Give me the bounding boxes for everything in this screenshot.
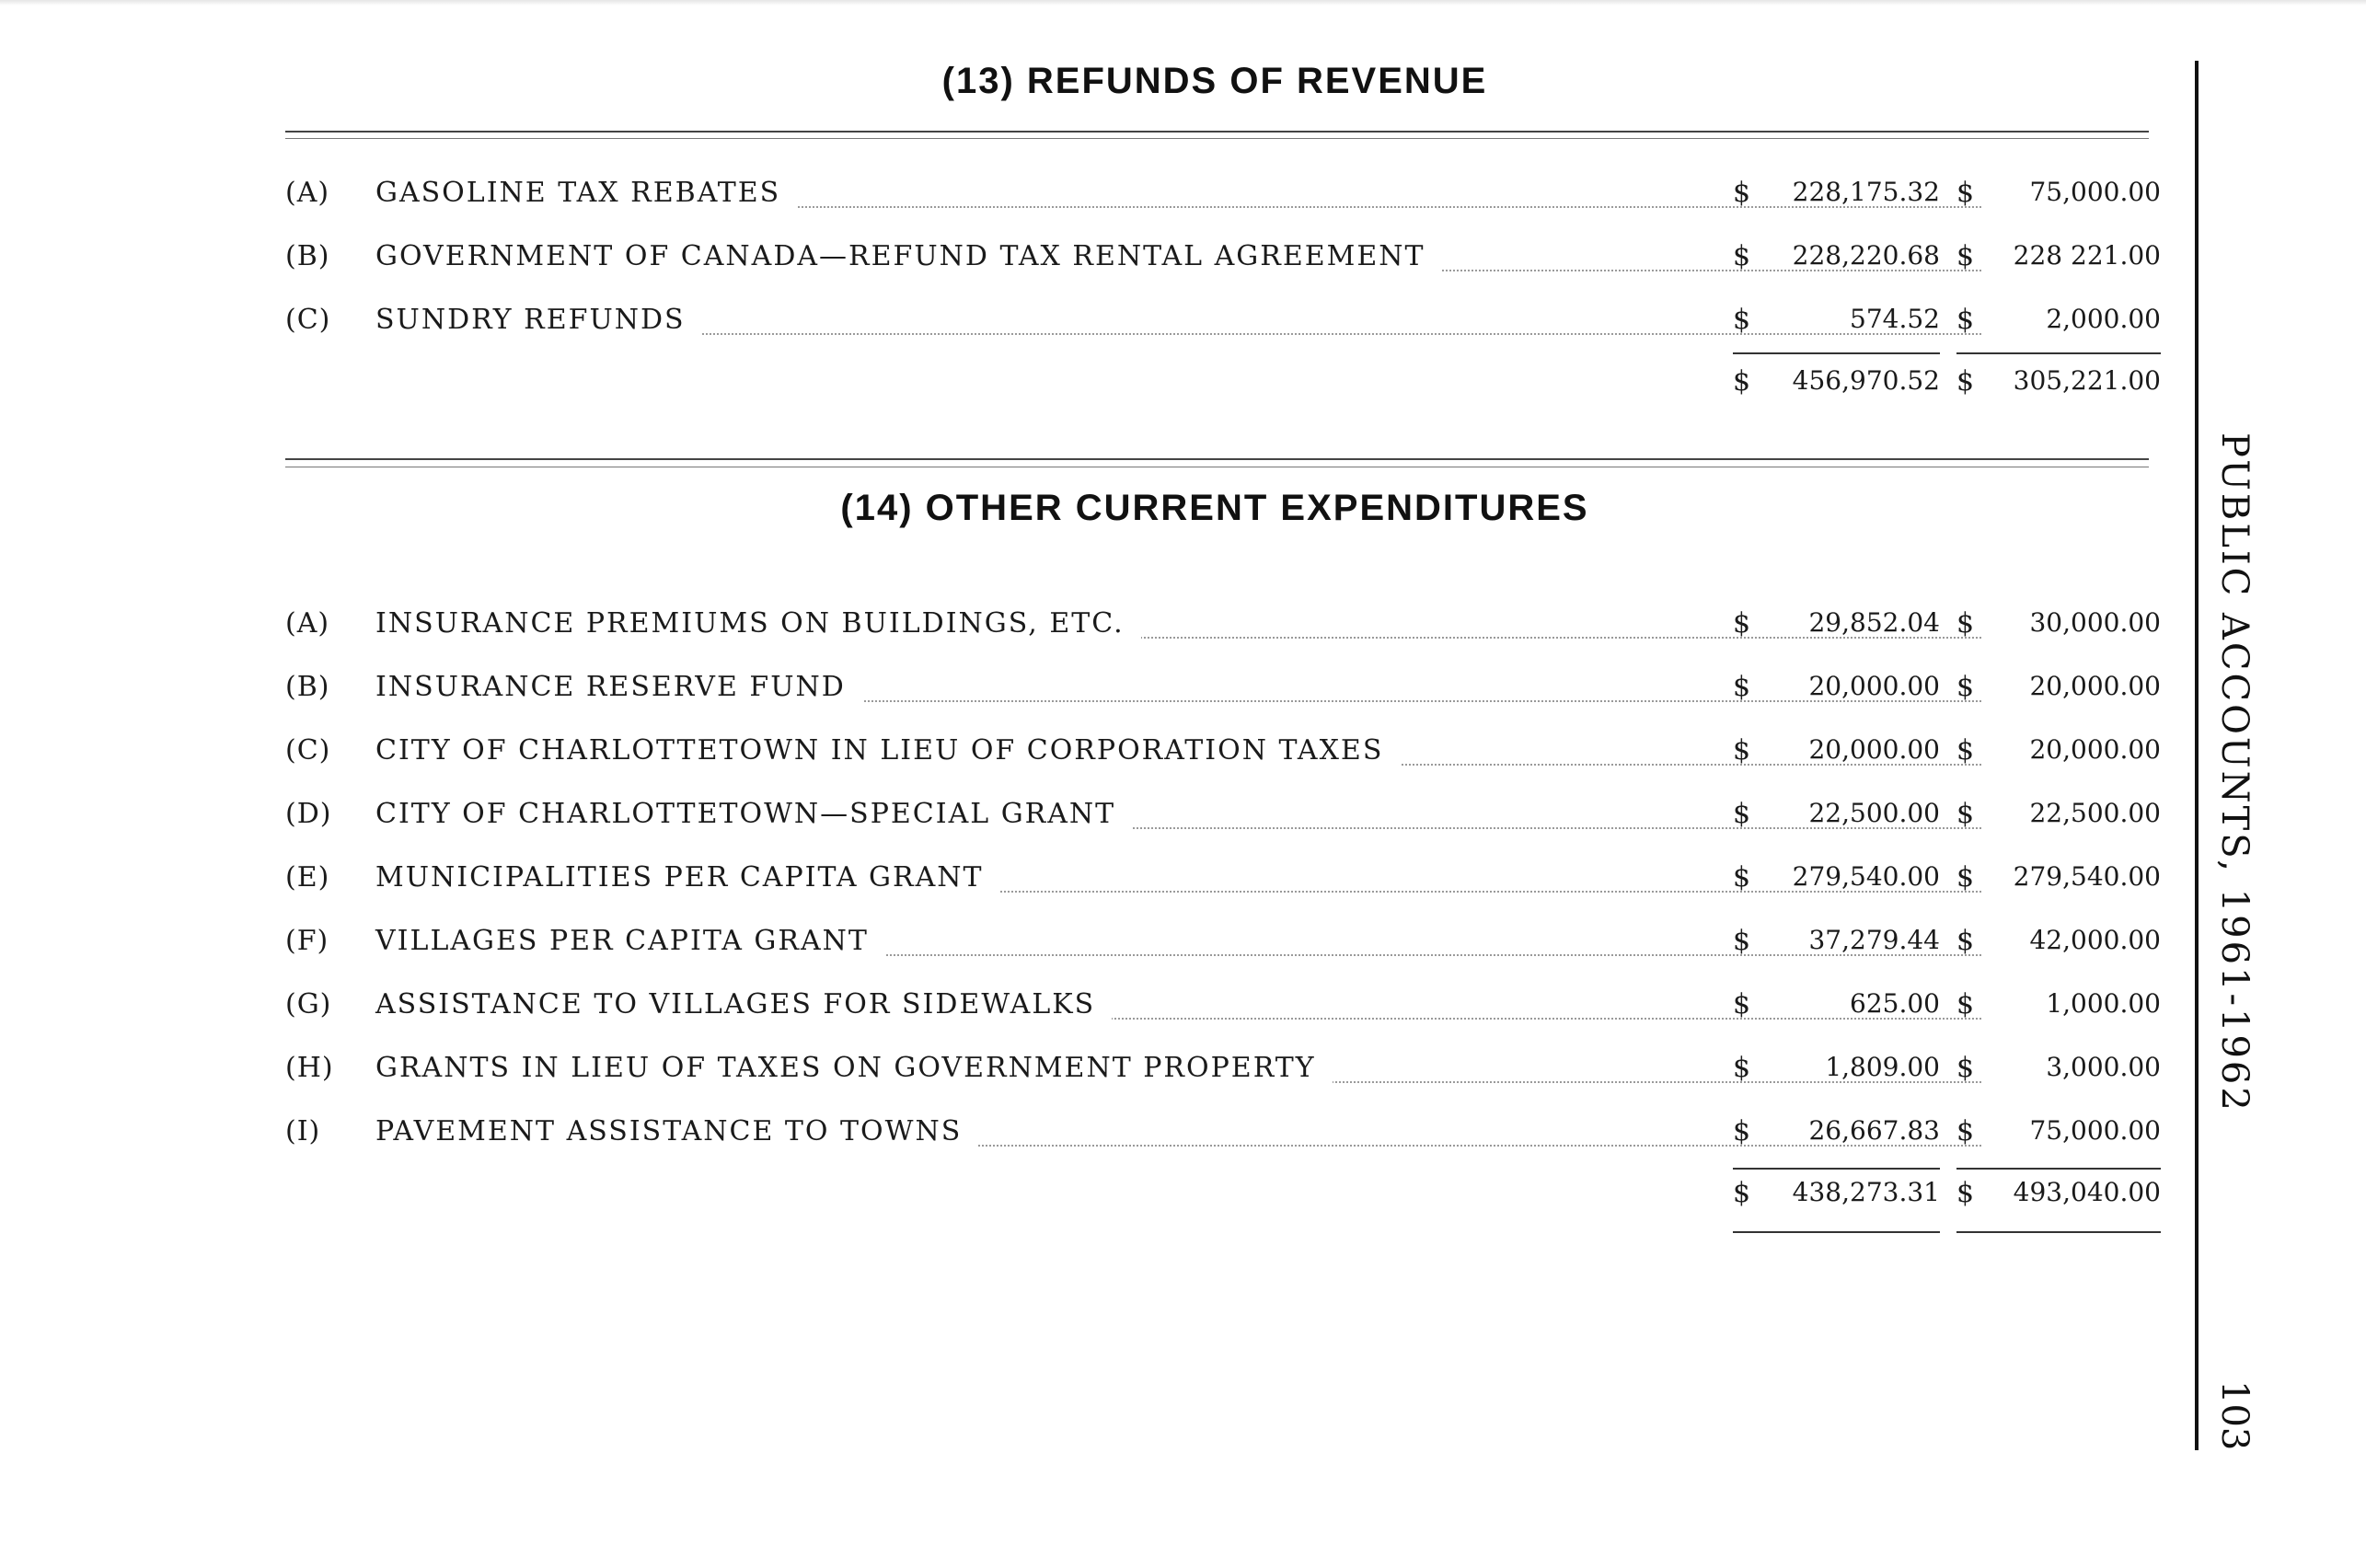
currency-sign: $ [1956, 734, 1977, 767]
currency-sign: $ [1956, 1177, 1977, 1209]
estimate-amount: 1,000.00 [2046, 988, 2161, 1019]
estimate-amount: 228 221.00 [2013, 240, 2161, 271]
row-description: GOVERNMENT OF CANADA—REFUND TAX RENTAL AGREEMENT [375, 240, 1442, 272]
row-description: GRANTS IN LIEU OF TAXES ON GOVERNMENT PROPERTY [375, 1052, 1333, 1084]
table-row [285, 229, 2161, 293]
actual-amount: 22,500.00 [1808, 798, 1940, 828]
actual-amount: 20,000.00 [1808, 671, 1940, 701]
other-expenditures-table [285, 596, 2161, 1231]
row-description: CITY OF CHARLOTTETOWN IN LIEU OF CORPORATION TAXES [375, 734, 1400, 767]
currency-sign: $ [1733, 304, 1753, 336]
row-label: (F) [285, 925, 329, 957]
section-divider [285, 131, 2149, 133]
row-label: (A) [285, 177, 330, 209]
currency-sign: $ [1956, 1052, 1977, 1084]
table-row [285, 1104, 2161, 1168]
currency-sign: $ [1733, 988, 1753, 1020]
row-description: INSURANCE RESERVE FUND [375, 671, 862, 703]
table-row [285, 293, 2161, 356]
page-number: 103 [2213, 1380, 2256, 1451]
currency-sign: $ [1956, 671, 1977, 703]
actual-amount: 279,540.00 [1792, 861, 1940, 892]
currency-sign: $ [1956, 861, 1977, 894]
running-title: PUBLIC ACCOUNTS, 1961-1962 [2213, 432, 2256, 1113]
table-row [285, 166, 2161, 229]
actual-amount: 37,279.44 [1808, 925, 1940, 955]
row-label: (E) [285, 861, 330, 894]
currency-sign: $ [1956, 607, 1977, 640]
row-description: ASSISTANCE TO VILLAGES FOR SIDEWALKS [375, 988, 1112, 1020]
estimate-amount: 30,000.00 [2029, 607, 2161, 638]
table-row [285, 977, 2161, 1041]
currency-sign: $ [1733, 1115, 1753, 1147]
total-estimate-amount: 493,040.00 [2013, 1177, 2161, 1207]
currency-sign: $ [1956, 240, 1977, 272]
subtotal-rule [1733, 352, 1940, 354]
currency-sign: $ [1956, 798, 1977, 830]
row-description: PAVEMENT ASSISTANCE TO TOWNS [375, 1115, 978, 1147]
estimate-amount: 20,000.00 [2029, 734, 2161, 765]
actual-amount: 228,220.68 [1792, 240, 1940, 271]
total-underline [1733, 1231, 1940, 1233]
row-label: (D) [285, 798, 332, 830]
estimate-amount: 22,500.00 [2029, 798, 2161, 828]
subtotal-rule [1956, 352, 2161, 354]
row-description: GASOLINE TAX REBATES [375, 177, 797, 209]
table-row [285, 850, 2161, 914]
row-label: (G) [285, 988, 332, 1020]
currency-sign: $ [1733, 177, 1753, 209]
currency-sign: $ [1733, 861, 1753, 894]
estimate-amount: 3,000.00 [2046, 1052, 2161, 1082]
actual-amount: 574.52 [1850, 304, 1940, 334]
currency-sign: $ [1733, 607, 1753, 640]
table-row [285, 596, 2161, 660]
actual-amount: 228,175.32 [1792, 177, 1940, 207]
currency-sign: $ [1733, 1052, 1753, 1084]
currency-sign: $ [1733, 671, 1753, 703]
section-divider [285, 458, 2149, 460]
row-label: (I) [285, 1115, 321, 1147]
currency-sign: $ [1956, 365, 1977, 398]
total-actual-amount: 456,970.52 [1792, 365, 1940, 396]
actual-amount: 625.00 [1850, 988, 1940, 1019]
currency-sign: $ [1956, 304, 1977, 336]
row-label: (A) [285, 607, 330, 640]
currency-sign: $ [1733, 734, 1753, 767]
row-description: SUNDRY REFUNDS [375, 304, 702, 336]
estimate-amount: 75,000.00 [2029, 177, 2161, 207]
row-label: (C) [285, 734, 331, 767]
total-underline [1956, 1231, 2161, 1233]
total-row [285, 1168, 2161, 1231]
currency-sign: $ [1956, 1115, 1977, 1147]
currency-sign: $ [1956, 925, 1977, 957]
row-description: INSURANCE PREMIUMS ON BUILDINGS, ETC. [375, 607, 1141, 640]
actual-amount: 20,000.00 [1808, 734, 1940, 765]
actual-amount: 1,809.00 [1825, 1052, 1940, 1082]
section-divider-thin [285, 138, 2149, 139]
currency-sign: $ [1733, 798, 1753, 830]
actual-amount: 26,667.83 [1808, 1115, 1940, 1146]
currency-sign: $ [1733, 1177, 1753, 1209]
row-label: (B) [285, 671, 330, 703]
currency-sign: $ [1733, 365, 1753, 398]
estimate-amount: 42,000.00 [2029, 925, 2161, 955]
table-row [285, 1041, 2161, 1104]
estimate-amount: 279,540.00 [2013, 861, 2161, 892]
table-row [285, 723, 2161, 787]
total-estimate-amount: 305,221.00 [2013, 365, 2161, 396]
margin-rule [2195, 61, 2199, 1450]
currency-sign: $ [1733, 240, 1753, 272]
row-description: MUNICIPALITIES PER CAPITA GRANT [375, 861, 1000, 894]
row-label: (C) [285, 304, 331, 336]
row-description: CITY OF CHARLOTTETOWN—SPECIAL GRANT [375, 798, 1132, 830]
estimate-amount: 75,000.00 [2029, 1115, 2161, 1146]
actual-amount: 29,852.04 [1808, 607, 1940, 638]
currency-sign: $ [1733, 925, 1753, 957]
refunds-table [285, 166, 2161, 420]
section-title-other-current-expenditures: (14) OTHER CURRENT EXPENDITURES [840, 488, 1589, 528]
total-row [285, 356, 2161, 420]
table-row [285, 787, 2161, 850]
section-title-refunds-of-revenue: (13) REFUNDS OF REVENUE [941, 61, 1488, 101]
page-top-shadow [0, 0, 2366, 6]
row-description: VILLAGES PER CAPITA GRANT [375, 925, 885, 957]
table-row [285, 914, 2161, 977]
row-label: (B) [285, 240, 330, 272]
currency-sign: $ [1956, 177, 1977, 209]
total-actual-amount: 438,273.31 [1792, 1177, 1940, 1207]
table-row [285, 660, 2161, 723]
estimate-amount: 2,000.00 [2046, 304, 2161, 334]
row-label: (H) [285, 1052, 334, 1084]
currency-sign: $ [1956, 988, 1977, 1020]
estimate-amount: 20,000.00 [2029, 671, 2161, 701]
